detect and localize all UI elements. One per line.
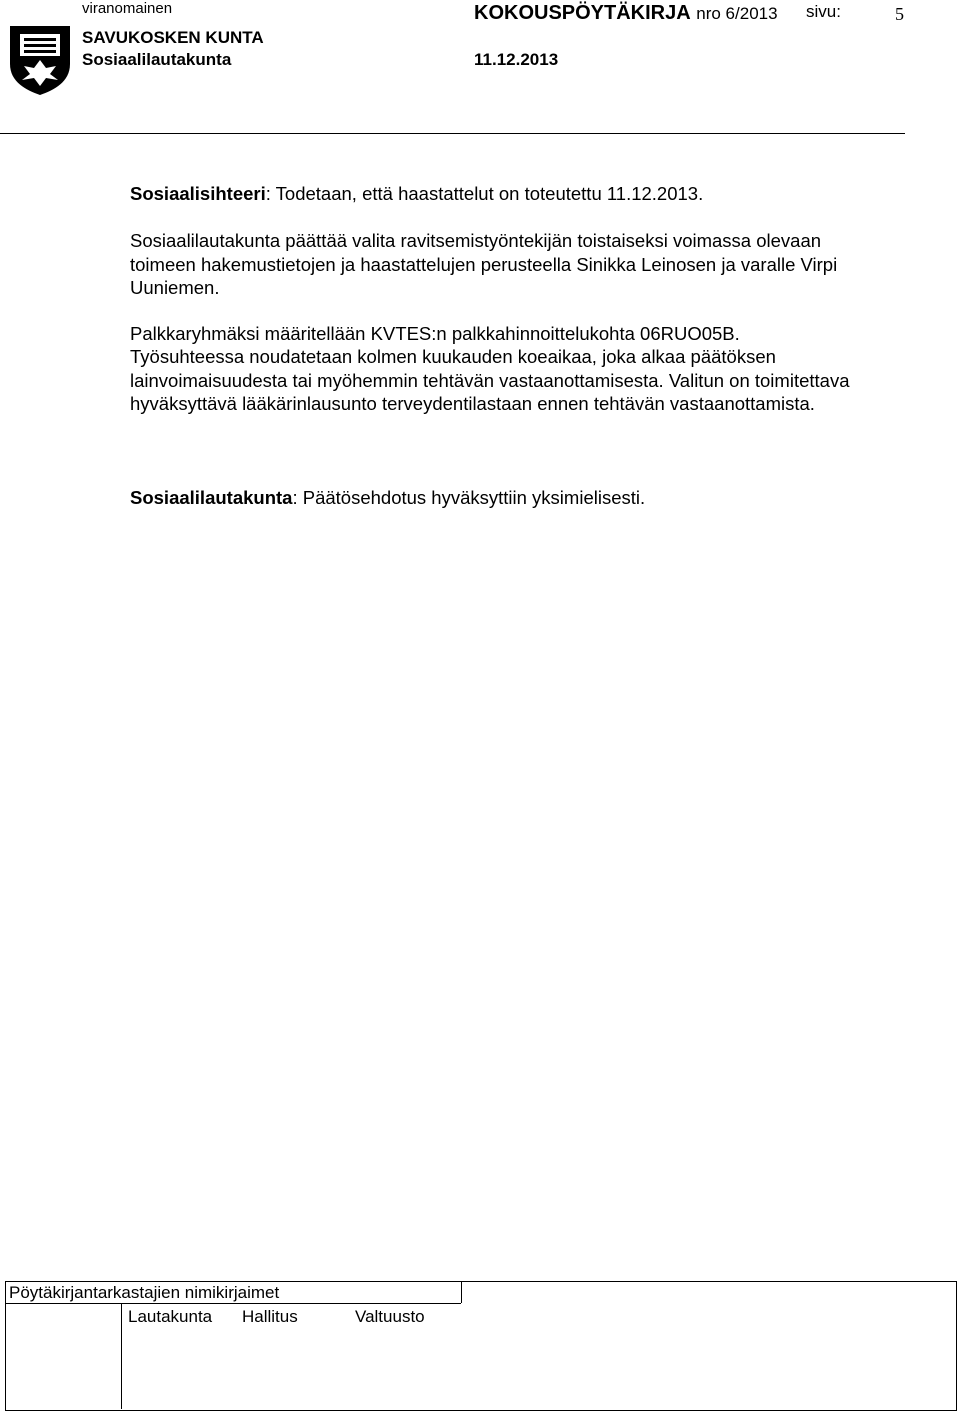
municipal-coat-of-arms-icon xyxy=(8,24,72,96)
signature-header-right-border xyxy=(461,1282,462,1303)
secretary-statement xyxy=(130,182,890,206)
committee-decision-label: Sosiaalilautakunta xyxy=(130,487,293,508)
secretary-label: Sosiaalisihteeri xyxy=(130,183,266,204)
document-title-text: KOKOUSPÖYTÄKIRJA xyxy=(474,2,691,24)
decision-paragraph: Sosiaalilautakunta päättää valita ravitsemistyöntekijän toistaiseksi voimassa olevaan toimeen hakemustietojen ja haastattelujen perusteella Sinikka Leinosen ja varalle Virpi Uuniemen. xyxy=(130,230,838,298)
signature-box-title: Pöytäkirjantarkastajien nimikirjaimet xyxy=(9,1283,280,1302)
secretary-text: : Todetaan, että haastattelut on toteutettu 11.12.2013. xyxy=(265,183,704,204)
probation-paragraph: Työsuhteessa noudatetaan kolmen kuukauden koeaikaa, joka alkaa päätöksen lainvoimaisuudesta tai myöhemmin tehtävän vastaanottamisesta. Valitun on toimitettava hyväksyttävä lääkärinlausunto terveydentilastaan ennen tehtävän vastaanottamista. xyxy=(130,346,850,414)
committee-name: Sosiaalilautakunta xyxy=(82,50,232,69)
signature-header-divider xyxy=(6,1303,461,1304)
signature-box xyxy=(5,1281,957,1411)
page-number: 5 xyxy=(895,4,904,24)
signature-col-lautakunta: Lautakunta xyxy=(128,1307,213,1326)
document-title xyxy=(474,2,778,25)
committee-decision-text: : Päätösehdotus hyväksyttiin yksimielisesti. xyxy=(292,487,646,508)
signature-col-valtuusto: Valtuusto xyxy=(355,1307,425,1326)
salary-group-paragraph: Palkkaryhmäksi määritellään KVTES:n palkkahinnoittelukohta 06RUO05B. xyxy=(130,323,740,344)
page-label: sivu: xyxy=(806,2,841,21)
organization-name: SAVUKOSKEN KUNTA xyxy=(82,28,264,47)
header-divider xyxy=(0,133,905,134)
committee-decision xyxy=(130,486,890,510)
signature-col-hallitus: Hallitus xyxy=(242,1307,298,1326)
document-number: nro 6/2013 xyxy=(696,4,778,23)
document-status: viranomainen xyxy=(82,0,173,17)
meeting-date: 11.12.2013 xyxy=(474,50,559,69)
signature-column-divider xyxy=(121,1303,122,1409)
